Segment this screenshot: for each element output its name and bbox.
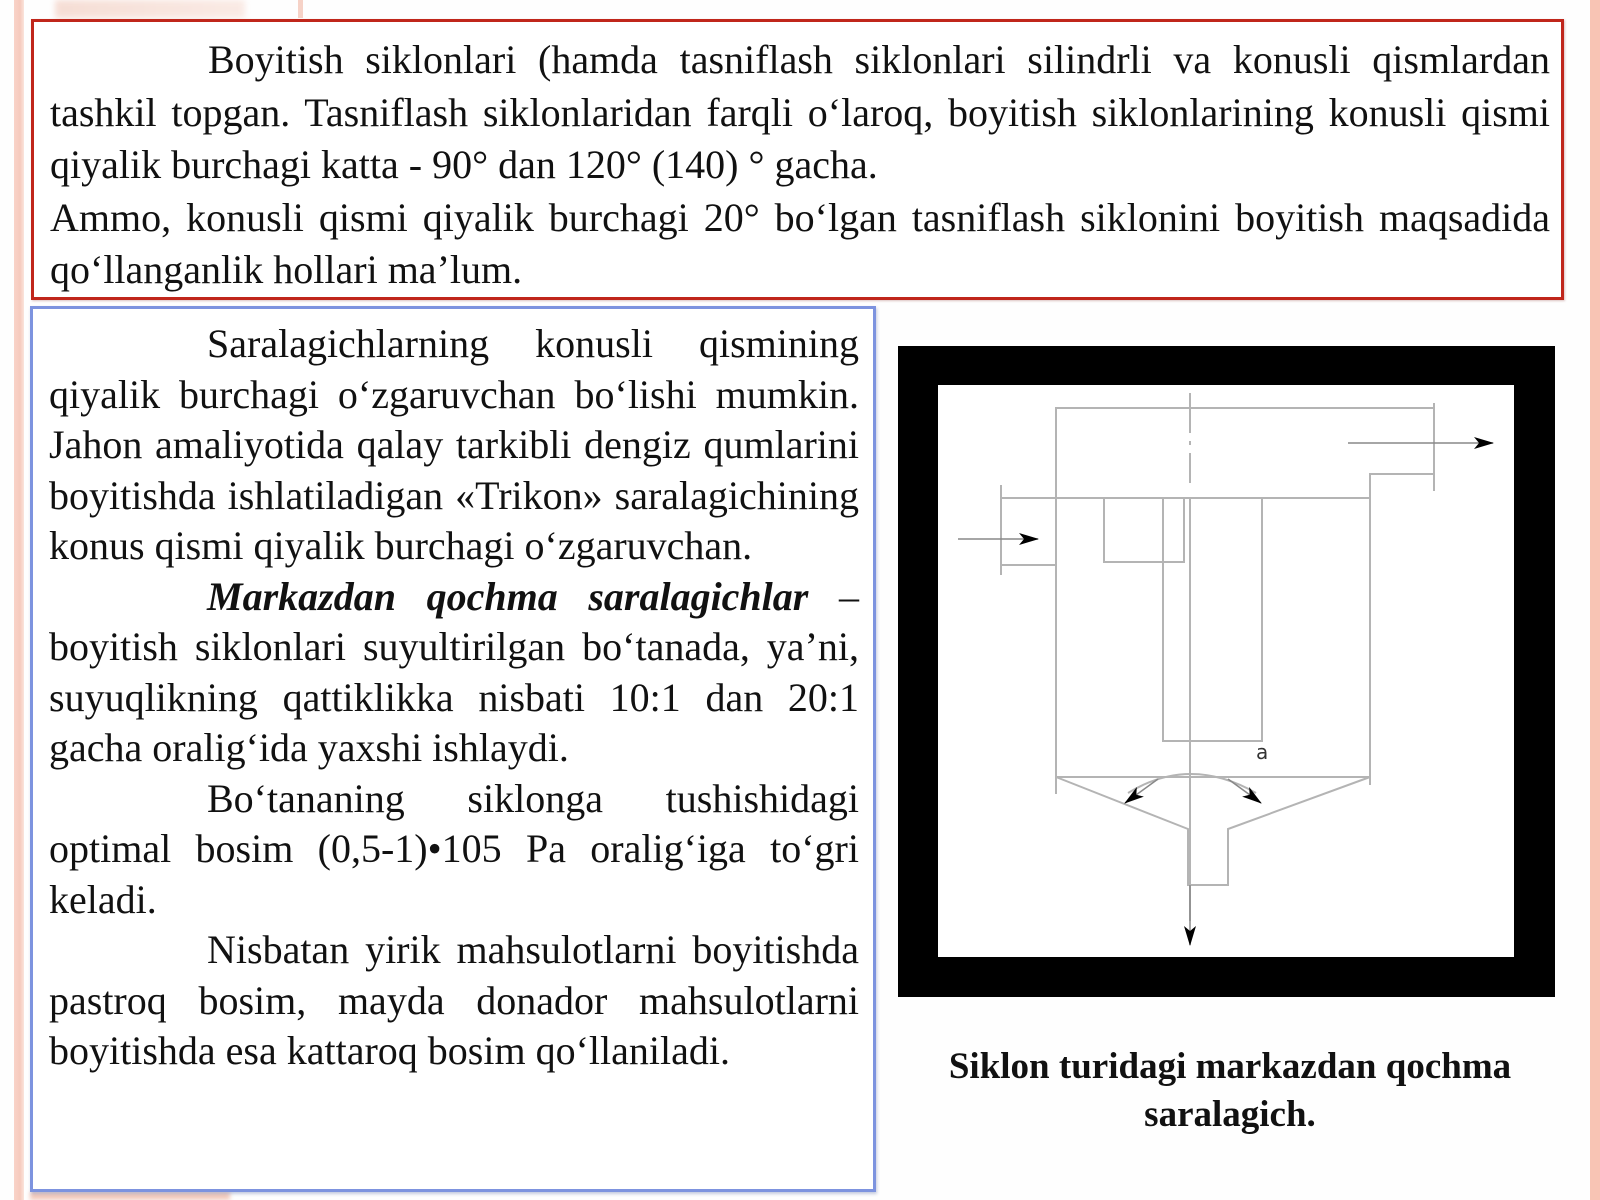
cyclone-figure-frame (898, 346, 1555, 997)
decorative-left-stripe (14, 0, 24, 1200)
figure-caption: Siklon turidagi markazdan qochma saralagich. (948, 1046, 1512, 1135)
top-text (50, 34, 1550, 297)
left-paragraph-2 (49, 572, 859, 774)
top-paragraph-1: Boyitish siklonlari (hamda tasniflash siklonlari silindrli va konusli qismlardan tashkil topgan. Tasniflash siklonlaridan farqli o‘laroq, boyitish siklonlarining konusli qismi qiyalik burchagi katta - 90° dan 120° (140) ° gacha. (50, 37, 1550, 187)
left-paragraph-3: Bo‘tananing siklonga tushishidagi optimal bosim (0,5-1)•105 Pa oralig‘iga to‘gri keladi. (49, 775, 859, 922)
decorative-bottom-block (30, 1192, 230, 1200)
left-paragraph-2-rest: – boyitish siklonlari suyultirilgan bo‘tanada, ya’ni, suyuqlikning qattiklikka nisbati 10:1 dan 20:1 gacha oralig‘ida yaxshi ishlaydi. (49, 573, 859, 770)
cyclone-schematic (938, 385, 1514, 957)
term-centrifugal-separators: Markazdan qochma saralagichlar (207, 573, 809, 619)
decorative-top-line (298, 0, 303, 18)
angle-arrow-right-icon (1228, 779, 1261, 803)
decorative-top-block (55, 0, 245, 18)
angle-label: a (1256, 740, 1269, 764)
decorative-right-stripe (1590, 0, 1600, 1200)
top-paragraph-2: Ammo, konusli qismi qiyalik burchagi 20° bo‘lgan tasniflash siklonini boyitish maqsadida qo‘llanganlik hollari ma’lum. (50, 194, 1550, 292)
left-text (49, 319, 859, 1077)
cyclone-diagram (938, 385, 1514, 957)
left-paragraph-4: Nisbatan yirik mahsulotlarni boyitishda pastroq bosim, mayda donador mahsulotlarni boyitishda esa kattaroq bosim qo‘llaniladi. (49, 927, 859, 1073)
top-text-box (31, 19, 1564, 300)
left-paragraph-1: Saralagichlarning konusli qismining qiyalik burchagi o‘zgaruvchan bo‘lishi mumkin. Jahon amaliyotida qalay tarkibli dengiz qumlarini boyitishda ishlatiladigan «Trikon» saralagichining konus qismi qiyalik burchagi o‘zgaruvchan. (49, 321, 859, 568)
left-text-box (30, 306, 876, 1192)
